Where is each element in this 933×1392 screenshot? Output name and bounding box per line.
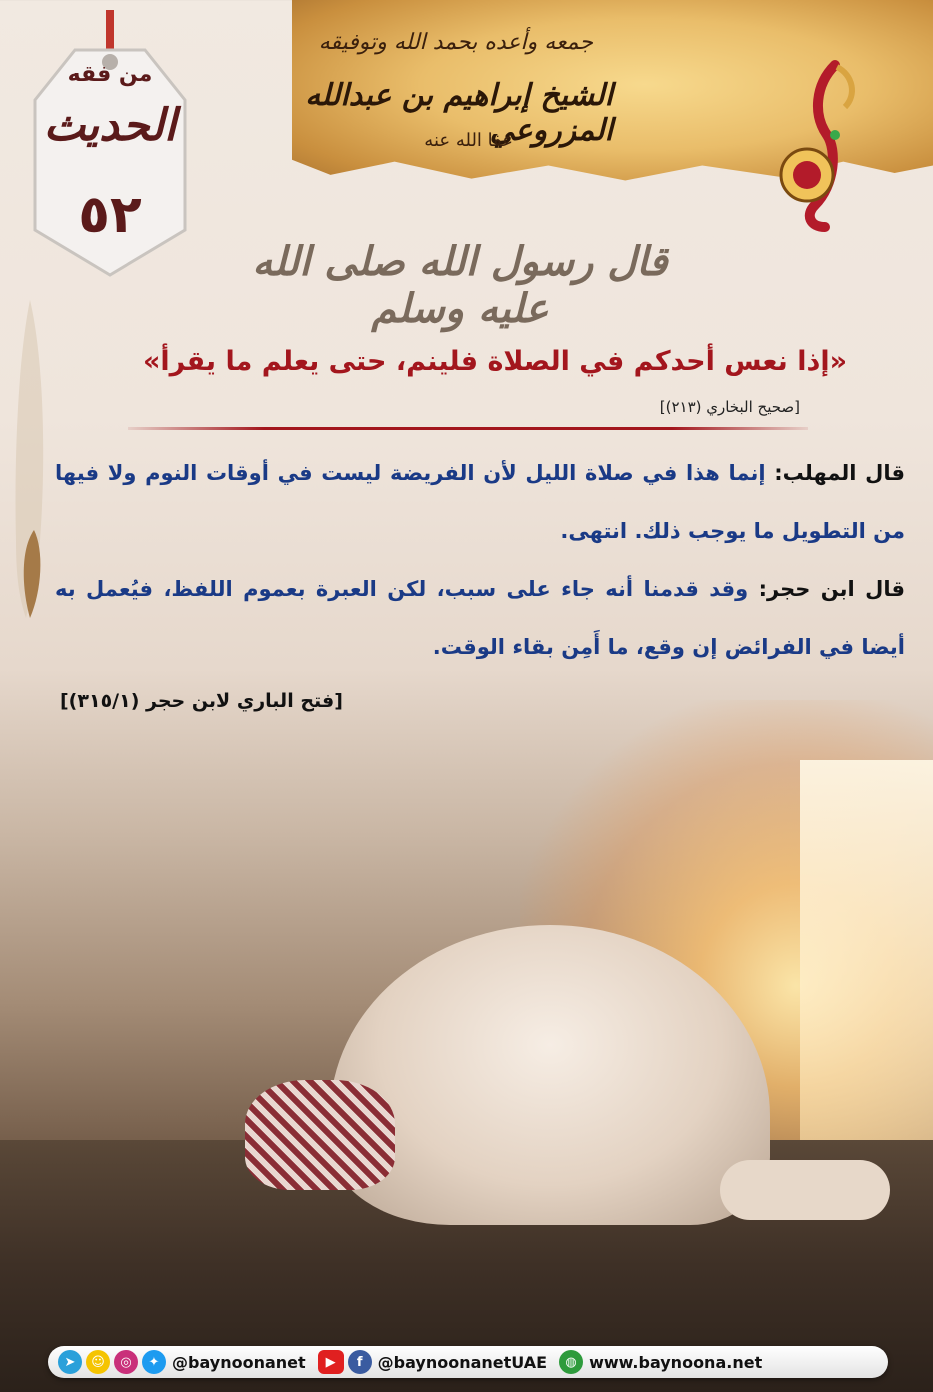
social-handle[interactable]: @baynoonanetUAE xyxy=(377,1352,548,1372)
prophet-saying-heading: قال رسول الله صلى الله عليه وسلم xyxy=(252,238,668,332)
divider-line xyxy=(128,427,808,430)
book-source: [فتح الباري لابن حجر (٣١٥/١)] xyxy=(60,690,343,712)
commentary-paragraph xyxy=(55,444,905,560)
commentary-speaker: قال المهلب: xyxy=(774,461,905,485)
background-window xyxy=(800,760,933,1140)
snapchat-icon[interactable]: ☺ xyxy=(86,1350,110,1374)
website-link[interactable]: www.baynoona.net xyxy=(589,1352,763,1372)
praying-man-headscarf xyxy=(245,1080,395,1190)
compiler-intro: جمعه وأعده بحمد الله وتوفيقه xyxy=(318,30,593,55)
badge-number: ٥٢ xyxy=(78,185,142,245)
commentary-text: وقد قدمنا أنه جاء على سبب، لكن العبرة بعموم اللفظ، فيُعمل به أيضا في الفرائض إن وقع، ما أَمِن بقاء الوقت. xyxy=(55,577,905,659)
commentary-speaker: قال ابن حجر: xyxy=(758,577,906,601)
badge-big-label: الحديث xyxy=(43,100,177,151)
telegram-icon[interactable]: ➤ xyxy=(58,1350,82,1374)
hadith-text: «إذا نعس أحدكم في الصلاة فلينم، حتى يعلم ما يقرأ» xyxy=(142,346,848,377)
badge-small-label: من فقه xyxy=(67,62,153,87)
twitter-icon[interactable]: ✦ xyxy=(142,1350,166,1374)
compiler-prayer: عفا الله عنه xyxy=(424,130,513,151)
youtube-icon[interactable]: ▶ xyxy=(318,1350,344,1374)
hadith-source: [صحيح البخاري (٢١٣)] xyxy=(659,398,800,416)
facebook-icon[interactable]: f xyxy=(348,1350,372,1374)
globe-icon[interactable]: ◍ xyxy=(559,1350,583,1374)
quill-decoration xyxy=(0,300,60,620)
baynoona-logo xyxy=(775,55,875,235)
social-footer-bar xyxy=(48,1346,888,1378)
praying-man-feet xyxy=(720,1160,890,1220)
commentary-paragraph xyxy=(55,560,905,676)
compiler-name: الشيخ إبراهيم بن عبدالله المزروعي xyxy=(305,78,613,148)
social-handle[interactable]: @baynoonanet xyxy=(172,1352,306,1372)
instagram-icon[interactable]: ◎ xyxy=(114,1350,138,1374)
commentary-text: إنما هذا في صلاة الليل لأن الفريضة ليست في أوقات النوم ولا فيها من التطويل ما يوجب ذلك. انتهى. xyxy=(55,461,905,543)
